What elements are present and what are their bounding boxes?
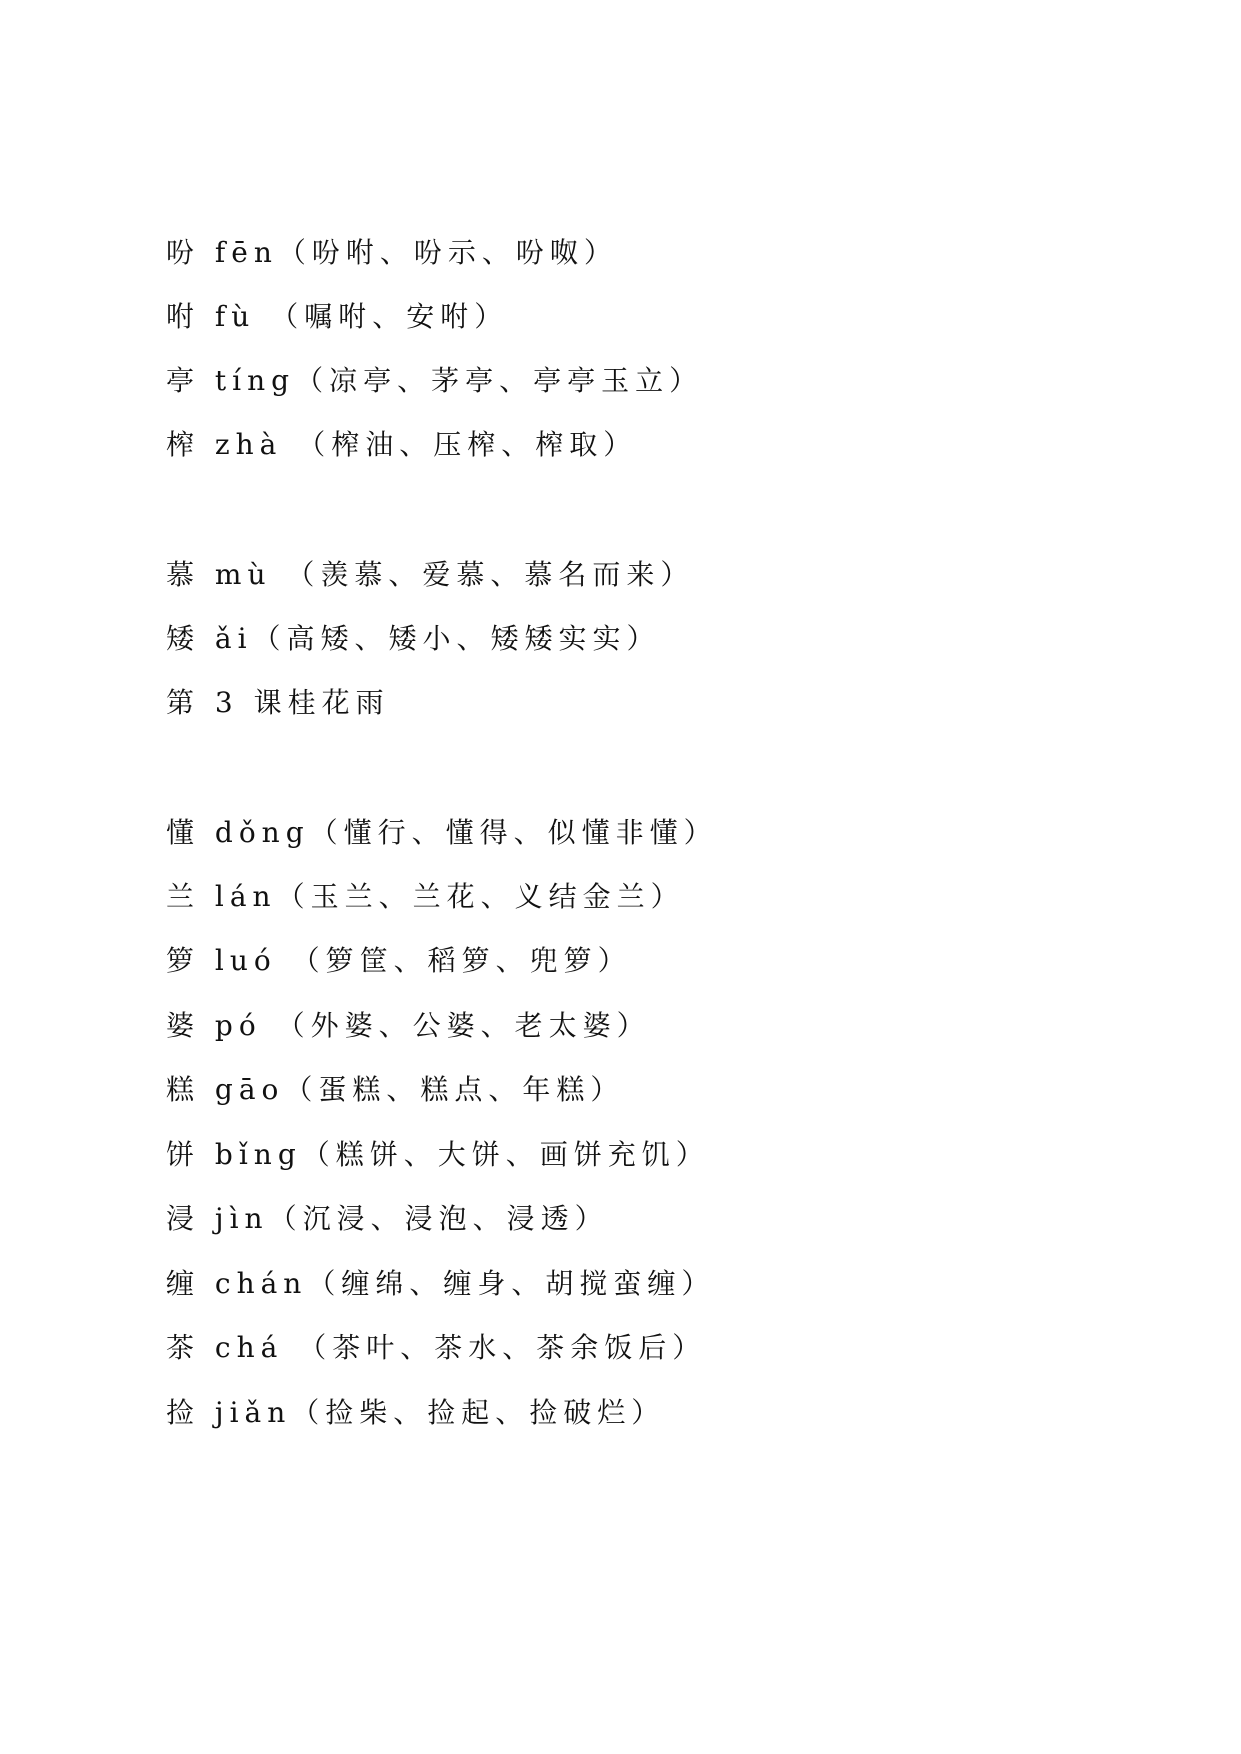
vocab-line: 婆 pó （外婆、公婆、老太婆） [166, 1009, 651, 1042]
vocab-line: 榨 zhà （榨油、压榨、榨取） [166, 428, 638, 461]
vocab-line: 糕 gāo（蛋糕、糕点、年糕） [166, 1073, 625, 1106]
vocab-line: 饼 bǐng（糕饼、大饼、画饼充饥） [166, 1138, 710, 1171]
vocab-line: 浸 jìn（沉浸、浸泡、浸透） [166, 1202, 609, 1235]
vocab-line: 懂 dǒng（懂行、懂得、似懂非懂） [166, 816, 718, 849]
vocab-line: 亭 tíng（凉亭、茅亭、亭亭玉立） [166, 364, 704, 397]
lesson-heading: 第 3 课桂花雨 [166, 686, 390, 719]
vocab-line: 缠 chán（缠绵、缠身、胡搅蛮缠） [166, 1267, 716, 1300]
vocab-line: 矮 ǎi（高矮、矮小、矮矮实实） [166, 622, 661, 655]
vocab-line: 慕 mù （羡慕、爱慕、慕名而来） [166, 558, 695, 591]
vocab-line: 箩 luó （箩筐、稻箩、兜箩） [166, 944, 632, 977]
vocab-line: 茶 chá （茶叶、茶水、茶余饭后） [166, 1331, 707, 1364]
vocab-line: 吩 fēn（吩咐、吩示、吩呶） [166, 236, 618, 269]
vocab-line: 兰 lán（玉兰、兰花、义结金兰） [166, 880, 685, 913]
vocab-line: 捡 jiǎn（捡柴、捡起、捡破烂） [166, 1396, 666, 1429]
vocab-line: 咐 fù （嘱咐、安咐） [166, 300, 509, 333]
